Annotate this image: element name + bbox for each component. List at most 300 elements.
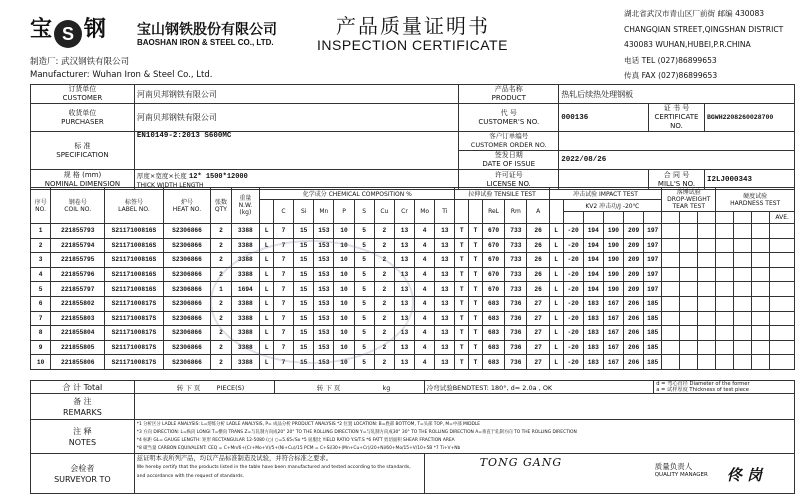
row-empty-3 <box>716 326 734 341</box>
row-heat: S2306866 <box>163 296 211 311</box>
row-ten-pos: T <box>455 282 469 297</box>
row-empty-2 <box>698 326 716 341</box>
table-row <box>31 340 795 355</box>
row-empty-2 <box>698 238 716 253</box>
row-empty-1 <box>680 311 698 326</box>
row-ten-2: 26 <box>527 282 549 297</box>
row-ten-1: 733 <box>505 282 527 297</box>
quality-manager-label-en: QUALITY MANAGER <box>654 472 708 478</box>
row-imp-1: 194 <box>583 238 603 253</box>
row-ten-0: 683 <box>482 326 504 341</box>
row-empty-0 <box>662 326 680 341</box>
row-empty-0 <box>662 311 680 326</box>
row-ten-dir: T <box>469 282 483 297</box>
quality-manager-cell <box>424 454 794 494</box>
row-imp-1: 194 <box>583 267 603 282</box>
statement-cn: 兹证明本表所列产品，均以产品标准制造及试验，并符合标准之要求。 <box>136 455 332 462</box>
certificate-no-label: 证 书 号 CERTIFICATE NO. <box>649 104 705 132</box>
row-chem-mn: 153 <box>314 282 334 297</box>
header-info-table <box>30 84 795 190</box>
row-chem-cu: 2 <box>374 355 394 370</box>
col-hard-3 <box>752 212 770 224</box>
row-imp-1: 194 <box>583 282 603 297</box>
dimension-desc-en: THICK WIDTH LENGTH <box>136 181 204 189</box>
row-chem-p: 10 <box>334 267 354 282</box>
row-label: S2117100816S <box>105 267 163 282</box>
row-nw: 1694 <box>231 282 260 297</box>
row-chem-mo: 4 <box>415 267 435 282</box>
col-hardness: 硬度试验 HARDNESS TEST <box>716 188 795 212</box>
manufacturer <box>30 56 212 82</box>
quality-manager-label <box>655 462 708 480</box>
row-imp-dir: L <box>549 296 563 311</box>
row-chem-mn: 153 <box>314 340 334 355</box>
manufacturer-cn: 制造厂: 武汉钢铁有限公司 <box>30 57 130 67</box>
row-chem-s: 5 <box>354 326 374 341</box>
row-empty-2 <box>698 340 716 355</box>
row-imp-3: 206 <box>624 296 644 311</box>
row-empty-3 <box>716 355 734 370</box>
col-chem-cu: Cu <box>374 200 394 224</box>
row-chem-mo: 4 <box>415 253 435 268</box>
row-empty-6 <box>770 253 795 268</box>
row-chem-p: 10 <box>334 224 354 239</box>
row-empty-5 <box>752 311 770 326</box>
row-chem-cr: 13 <box>394 267 414 282</box>
col-dwt-1 <box>662 212 680 224</box>
quality-manager-name: TONG GANG <box>479 456 563 469</box>
row-empty-3 <box>716 253 734 268</box>
col-nw: 重量 N.W.(kg) <box>231 188 260 224</box>
col-chem-cr: Cr <box>394 200 414 224</box>
row-empty-2 <box>698 282 716 297</box>
row-ten-pos: T <box>455 238 469 253</box>
row-empty-1 <box>680 224 698 239</box>
row-no: 3 <box>31 253 51 268</box>
quality-manager-label-cn: 质量负责人 <box>654 462 693 471</box>
row-imp-ave: 185 <box>644 311 662 326</box>
row-chem-p: 10 <box>334 253 354 268</box>
row-ten-2: 26 <box>527 224 549 239</box>
customer-value: 河南贝邦钢铁有限公司 <box>134 85 458 104</box>
row-chem-mn: 153 <box>314 355 334 370</box>
row-chem-mo: 4 <box>415 296 435 311</box>
row-empty-4 <box>734 326 752 341</box>
row-label: S2117100817S <box>105 340 163 355</box>
row-ten-pos: T <box>455 355 469 370</box>
title-en: INSPECTION CERTIFICATE <box>317 37 508 53</box>
row-chem-mo: 4 <box>415 282 435 297</box>
row-empty-3 <box>716 238 734 253</box>
col-label: 标签号 LABEL NO. <box>105 188 163 224</box>
row-no: 7 <box>31 311 51 326</box>
row-ten-0: 670 <box>482 224 504 239</box>
row-qty: 2 <box>211 253 231 268</box>
row-empty-1 <box>680 296 698 311</box>
row-empty-4 <box>734 224 752 239</box>
row-chem-si: 15 <box>294 267 314 282</box>
row-empty-1 <box>680 355 698 370</box>
col-chem-mn: Mn <box>314 200 334 224</box>
row-chem-cr: 13 <box>394 224 414 239</box>
row-empty-0 <box>662 253 680 268</box>
row-imp-dir: L <box>549 340 563 355</box>
col-impact-sub: KV2 冲击功/J -20℃ <box>563 200 662 212</box>
row-empty-3 <box>716 296 734 311</box>
row-chem-c: 7 <box>273 253 293 268</box>
total-weight-cell <box>274 381 424 394</box>
row-empty-3 <box>716 311 734 326</box>
row-imp-3: 206 <box>624 355 644 370</box>
row-ten-0: 683 <box>482 296 504 311</box>
company-name-en: BAOSHAN IRON & STEEL CO., LTD. <box>137 38 274 47</box>
row-chem-cu: 2 <box>374 326 394 341</box>
row-imp-1: 194 <box>583 224 603 239</box>
col-chem-ti: Ti <box>435 200 455 224</box>
company-name-cn: 宝山钢铁股份有限公司 <box>137 22 277 38</box>
row-chem-c: 7 <box>273 224 293 239</box>
row-nw: 3388 <box>231 267 260 282</box>
row-ten-2: 26 <box>527 238 549 253</box>
notes-label-en: NOTES <box>68 437 97 447</box>
row-analysis: L <box>260 282 274 297</box>
col-heat: 炉号 HEAT NO. <box>163 188 211 224</box>
row-heat: S2306866 <box>163 355 211 370</box>
col-chem: 化学成分 CHEMICAL COMPOSITION % <box>260 188 455 200</box>
row-label: S2117100817S <box>105 355 163 370</box>
product-label: 产品名称 PRODUCT <box>459 85 559 104</box>
notes-line-1: *1 分析区分 LADLE ANALYSIS: L=熔炼分析 LADLE ANALYSIS, P= 成品分析 PRODUCT ANALYSIS *2 位置 LOCATION: B=底部 BOTTOM, T=头部 TOP, M=中部 MIDDLE <box>136 421 481 427</box>
row-ten-0: 670 <box>482 267 504 282</box>
row-qty: 2 <box>211 355 231 370</box>
row-analysis: L <box>260 253 274 268</box>
table-row <box>31 224 795 239</box>
row-empty-6 <box>770 282 795 297</box>
date-label: 签发日期 DATE OF ISSUE <box>459 151 559 170</box>
col-chem-mo: Mo <box>415 200 435 224</box>
row-chem-si: 15 <box>294 282 314 297</box>
total-weight-prefix: 转 下 页 <box>316 383 341 392</box>
row-no: 6 <box>31 296 51 311</box>
row-empty-1 <box>680 267 698 282</box>
row-coil: 221855794 <box>51 238 105 253</box>
row-chem-cu: 2 <box>374 238 394 253</box>
total-label: 合 计 Total <box>31 381 135 394</box>
dimension-value: 12* 1500*12000 <box>189 172 248 181</box>
row-imp-2: 167 <box>603 326 623 341</box>
row-empty-0 <box>662 267 680 282</box>
row-empty-5 <box>752 296 770 311</box>
row-ten-pos: T <box>455 267 469 282</box>
row-imp-2: 190 <box>603 253 623 268</box>
row-empty-4 <box>734 340 752 355</box>
statement-en-1: We hereby certify that the products listed in the table have been manufactured and tested according to the standards, <box>136 465 411 470</box>
col-tensile: 拉伸试验 TENSILE TEST <box>455 188 549 200</box>
total-qty-cell <box>134 381 274 394</box>
dimension-label: 规 格 (mm) NOMINAL DIMENSION <box>31 170 135 190</box>
row-ten-dir: T <box>469 253 483 268</box>
row-chem-si: 15 <box>294 326 314 341</box>
address-line-4: 电话 TEL (027)86899653 <box>624 55 717 65</box>
row-empty-1 <box>680 340 698 355</box>
row-qty: 2 <box>211 311 231 326</box>
row-ten-1: 733 <box>505 224 527 239</box>
row-empty-6 <box>770 326 795 341</box>
row-analysis: L <box>260 311 274 326</box>
row-analysis: L <box>260 296 274 311</box>
row-coil: 221855804 <box>51 326 105 341</box>
row-label: S2117100816S <box>105 282 163 297</box>
row-ten-2: 26 <box>527 267 549 282</box>
row-empty-4 <box>734 267 752 282</box>
row-chem-ti: 13 <box>435 340 455 355</box>
table-row <box>31 311 795 326</box>
notes-line-3: *4 标距 GL= GAUGE LENGTH: 矩形 RECTANGULAR 12-5080 (○) ○=5.65√So *5 屈服比 YIELD RATIO Y.S/T.S *6 FATT 剪切面积 SHEAR FRACTION AREA <box>136 437 455 443</box>
col-dwt-2 <box>680 212 698 224</box>
surveyor-label-cn: 会检者 <box>70 463 95 473</box>
specification-label: 标 准 SPECIFICATION <box>31 132 135 170</box>
row-analysis: L <box>260 326 274 341</box>
row-chem-cr: 13 <box>394 282 414 297</box>
col-chem-analysis <box>260 200 274 224</box>
row-ten-dir: T <box>469 311 483 326</box>
row-qty: 2 <box>211 238 231 253</box>
row-chem-s: 5 <box>354 355 374 370</box>
row-empty-2 <box>698 296 716 311</box>
certificate-no-value: BGWH2208260028700 <box>705 104 795 132</box>
mill-no-value: I2LJ000343 <box>705 170 795 190</box>
notes-text <box>134 420 794 454</box>
row-empty-2 <box>698 355 716 370</box>
footer-table <box>30 380 795 494</box>
row-imp-temp: -20 <box>563 267 583 282</box>
row-coil: 221855797 <box>51 282 105 297</box>
row-qty: 2 <box>211 296 231 311</box>
address-line-2: CHANGQIAN STREET,QINGSHAN DISTRICT <box>624 24 784 34</box>
row-imp-temp: -20 <box>563 326 583 341</box>
row-chem-ti: 13 <box>435 267 455 282</box>
row-chem-mn: 153 <box>314 296 334 311</box>
row-imp-temp: -20 <box>563 311 583 326</box>
row-chem-ti: 13 <box>435 296 455 311</box>
row-empty-0 <box>662 340 680 355</box>
row-empty-5 <box>752 340 770 355</box>
row-ten-pos: T <box>455 253 469 268</box>
row-chem-cr: 13 <box>394 311 414 326</box>
col-imp-3 <box>603 212 623 224</box>
order-no-value <box>559 132 795 151</box>
row-chem-si: 15 <box>294 253 314 268</box>
row-imp-dir: L <box>549 238 563 253</box>
row-empty-3 <box>716 267 734 282</box>
row-chem-p: 10 <box>334 238 354 253</box>
row-imp-1: 183 <box>583 326 603 341</box>
row-chem-c: 7 <box>273 311 293 326</box>
row-heat: S2306866 <box>163 224 211 239</box>
row-chem-ti: 13 <box>435 282 455 297</box>
row-chem-mn: 153 <box>314 238 334 253</box>
col-ten-dir <box>469 200 483 224</box>
row-empty-0 <box>662 296 680 311</box>
row-imp-1: 194 <box>583 253 603 268</box>
row-ten-0: 670 <box>482 282 504 297</box>
row-ten-0: 683 <box>482 340 504 355</box>
logo-char-left: 宝 <box>30 17 53 42</box>
row-empty-4 <box>734 355 752 370</box>
row-empty-6 <box>770 355 795 370</box>
row-chem-s: 5 <box>354 340 374 355</box>
row-chem-cu: 2 <box>374 267 394 282</box>
row-chem-c: 7 <box>273 326 293 341</box>
row-analysis: L <box>260 224 274 239</box>
bend-test: 冷弯试验BENDTEST: 180°, d= 2.0a , OK <box>424 381 653 394</box>
row-ten-2: 27 <box>527 355 549 370</box>
row-imp-ave: 197 <box>644 238 662 253</box>
row-empty-3 <box>716 282 734 297</box>
row-chem-mo: 4 <box>415 355 435 370</box>
row-chem-p: 10 <box>334 311 354 326</box>
row-empty-1 <box>680 238 698 253</box>
company-address <box>624 6 783 84</box>
row-chem-cr: 13 <box>394 355 414 370</box>
row-imp-2: 167 <box>603 340 623 355</box>
row-chem-mo: 4 <box>415 340 435 355</box>
date-value: 2022/08/26 <box>559 151 795 170</box>
row-chem-si: 15 <box>294 340 314 355</box>
row-imp-1: 183 <box>583 311 603 326</box>
row-chem-ti: 13 <box>435 238 455 253</box>
mill-no-label: 合 同 号 MILL'S NO. <box>649 170 705 190</box>
row-ten-dir: T <box>469 326 483 341</box>
row-chem-s: 5 <box>354 267 374 282</box>
row-imp-temp: -20 <box>563 340 583 355</box>
col-ten-a: A <box>527 200 549 224</box>
row-nw: 3388 <box>231 355 260 370</box>
remarks-label-en: REMARKS <box>62 407 102 417</box>
row-chem-cu: 2 <box>374 282 394 297</box>
purchaser-value: 河南贝邦钢铁有限公司 <box>134 104 458 132</box>
table-row <box>31 326 795 341</box>
row-chem-ti: 13 <box>435 355 455 370</box>
row-imp-3: 206 <box>624 326 644 341</box>
test-results-table <box>30 187 795 370</box>
row-ten-0: 683 <box>482 355 504 370</box>
row-label: S2117100817S <box>105 326 163 341</box>
row-chem-c: 7 <box>273 296 293 311</box>
row-chem-si: 15 <box>294 311 314 326</box>
row-qty: 2 <box>211 340 231 355</box>
col-ten-rm: Rm <box>505 200 527 224</box>
row-chem-mn: 153 <box>314 224 334 239</box>
row-empty-1 <box>680 326 698 341</box>
customer-no-label: 代 号 CUSTOMER'S NO. <box>459 104 559 132</box>
row-imp-dir: L <box>549 267 563 282</box>
row-chem-cr: 13 <box>394 296 414 311</box>
row-imp-temp: -20 <box>563 296 583 311</box>
row-nw: 3388 <box>231 311 260 326</box>
row-empty-6 <box>770 340 795 355</box>
total-weight-unit: kg <box>382 383 391 392</box>
row-qty: 2 <box>211 224 231 239</box>
row-analysis: L <box>260 340 274 355</box>
row-chem-mo: 4 <box>415 224 435 239</box>
row-ten-dir: T <box>469 224 483 239</box>
bend-legend-1: d = 弯心直径 Diameter of the former <box>656 381 750 387</box>
row-empty-6 <box>770 311 795 326</box>
row-no: 4 <box>31 267 51 282</box>
row-nw: 3388 <box>231 253 260 268</box>
order-no-label: 客户订单编号 CUSTOMER ORDER NO. <box>459 132 559 151</box>
row-ten-1: 733 <box>505 253 527 268</box>
row-imp-1: 183 <box>583 340 603 355</box>
row-ten-pos: T <box>455 224 469 239</box>
row-chem-ti: 13 <box>435 224 455 239</box>
row-heat: S2306866 <box>163 340 211 355</box>
row-imp-2: 190 <box>603 267 623 282</box>
row-chem-mn: 153 <box>314 326 334 341</box>
row-empty-3 <box>716 224 734 239</box>
row-imp-1: 183 <box>583 296 603 311</box>
col-ten-pos <box>455 200 469 224</box>
row-chem-ti: 13 <box>435 326 455 341</box>
row-chem-cu: 2 <box>374 311 394 326</box>
row-ten-1: 736 <box>505 296 527 311</box>
row-imp-1: 183 <box>583 355 603 370</box>
remarks-label <box>31 394 135 420</box>
row-chem-s: 5 <box>354 224 374 239</box>
row-coil: 221855796 <box>51 267 105 282</box>
col-imp-1 <box>563 212 583 224</box>
row-heat: S2306866 <box>163 311 211 326</box>
row-ten-0: 683 <box>482 311 504 326</box>
row-coil: 221855803 <box>51 311 105 326</box>
row-label: S2117100817S <box>105 296 163 311</box>
row-ten-1: 736 <box>505 311 527 326</box>
row-imp-2: 190 <box>603 224 623 239</box>
row-nw: 3388 <box>231 326 260 341</box>
row-chem-cr: 13 <box>394 238 414 253</box>
col-chem-p: P <box>334 200 354 224</box>
row-ten-dir: T <box>469 340 483 355</box>
row-nw: 3388 <box>231 340 260 355</box>
row-chem-ti: 13 <box>435 311 455 326</box>
row-qty: 2 <box>211 267 231 282</box>
row-chem-si: 15 <box>294 238 314 253</box>
row-chem-s: 5 <box>354 311 374 326</box>
address-line-5: 传真 FAX (027)86899653 <box>624 71 718 80</box>
row-chem-p: 10 <box>334 296 354 311</box>
row-ten-2: 27 <box>527 296 549 311</box>
row-imp-ave: 197 <box>644 267 662 282</box>
row-empty-2 <box>698 224 716 239</box>
surveyor-label-en: SURVEYOR TO <box>54 474 111 484</box>
row-chem-ti: 13 <box>435 253 455 268</box>
row-chem-s: 5 <box>354 282 374 297</box>
title-cn: 产品质量证明书 <box>336 14 490 38</box>
row-chem-p: 10 <box>334 282 354 297</box>
notes-line-4: *8 碳当量 CARBON EQUIVALENT: CEQ = C+Mn/6+(Cr+Mo+V)/5+(Ni+Cu)/15 PCM = C+Si/30+(Mn+Cu+Cr)/20+Ni/60+Mo/15+V/10+5B *7 Ti+V+Nb <box>136 445 461 451</box>
row-ten-dir: T <box>469 238 483 253</box>
row-coil: 221855806 <box>51 355 105 370</box>
row-imp-temp: -20 <box>563 355 583 370</box>
row-empty-5 <box>752 355 770 370</box>
notes-label-cn: 注 释 <box>73 426 92 436</box>
row-empty-2 <box>698 311 716 326</box>
remarks-value <box>134 394 794 420</box>
row-empty-5 <box>752 282 770 297</box>
row-ten-pos: T <box>455 326 469 341</box>
row-empty-5 <box>752 253 770 268</box>
